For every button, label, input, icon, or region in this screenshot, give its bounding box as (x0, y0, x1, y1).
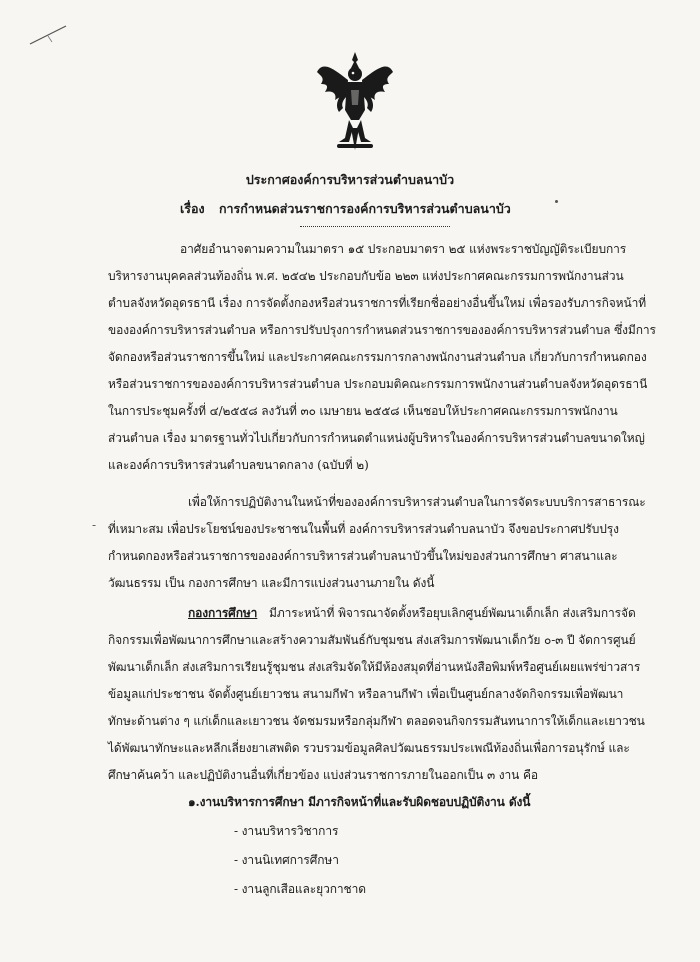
subject-text: การกำหนดส่วนราชการองค์การบริหารส่วนตำบลนาบัว (218, 201, 511, 216)
list-item: - งานบริหารวิชาการ (234, 824, 339, 838)
pen-mark-icon (28, 22, 68, 52)
text-line: ศึกษาค้นคว้า และปฏิบัติงานอื่นที่เกี่ยวข้อง แบ่งส่วนราชการภายในออกเป็น ๓ งาน คือ (108, 768, 539, 782)
text-line: ที่เหมาะสม เพื่อประโยชน์ของประชาชนในพื้นที่ องค์การบริหารส่วนตำบลนาบัว จึงขอประกาศปรับปรุง (108, 522, 619, 536)
text-line: อาศัยอำนาจตามความในมาตรา ๑๕ ประกอบมาตรา ๒๕ แห่งพระราชบัญญัติระเบียบการ (180, 242, 627, 256)
list-item: - งานนิเทศการศึกษา (234, 853, 339, 867)
text-line: กำหนดกองหรือส่วนราชการขององค์การบริหารส่วนตำบลนาบัวขึ้นใหม่ของส่วนการศึกษา ศาสนาและ (108, 549, 618, 563)
ink-dot (555, 200, 558, 203)
text-line: ทักษะด้านต่าง ๆ แก่เด็กและเยาวชน จัดชมรมหรือกลุ่มกีฬา ตลอดจนกิจกรรมสันทนาการให้เด็กและเยาวชน (108, 714, 645, 728)
text-line: ในการประชุมครั้งที่ ๔/๒๕๕๘ ลงวันที่ ๓๐ เมษายน ๒๕๕๘ เห็นชอบให้ประกาศคณะกรรมการพนักงาน (108, 404, 618, 418)
text-line: จัดกองหรือส่วนราชการขึ้นใหม่ และประกาศคณะกรรมการกลางพนักงานส่วนตำบล เกี่ยวกับการกำหนดกอง (108, 350, 647, 364)
text-line: หรือส่วนราชการขององค์การบริหารส่วนตำบล ประกอบมติคณะกรรมการพนักงานส่วนตำบลจังหวัดอุดรธานี (108, 377, 648, 391)
subject-label: เรื่อง (180, 201, 205, 216)
text-line: พัฒนาเด็กเล็ก ส่งเสริมการเรียนรู้ชุมชน ส่งเสริมจัดให้มีห้องสมุดที่อ่านหนังสือพิมพ์หรือศูนย์เผยแพร่ข่าวสาร (108, 660, 641, 674)
subject-line (180, 199, 511, 219)
section-heading: กองการศึกษา (188, 606, 258, 620)
title-divider (300, 226, 450, 227)
text-line: ข้อมูลแก่ประชาชน จัดตั้งศูนย์เยาวชน สนามกีฬา หรือลานกีฬา เพื่อเป็นศูนย์กลางจัดกิจกรรมเพื่อพัฒนา (108, 687, 624, 701)
list-item: - งานลูกเสือและยุวกาชาด (234, 882, 366, 896)
text-line: เพื่อให้การปฏิบัติงานในหน้าที่ขององค์การบริหารส่วนตำบลในการจัดระบบบริการสาธารณะ (188, 495, 646, 509)
text-line: ขององค์การบริหารส่วนตำบล หรือการปรับปรุงการกำหนดส่วนราชการขององค์การบริหารส่วนตำบล ซึ่งมีการ (108, 323, 656, 337)
section-line (188, 604, 636, 623)
text-line: ส่วนตำบล เรื่อง มาตรฐานทั่วไปเกี่ยวกับการกำหนดตำแหน่งผู้บริหารในองค์การบริหารส่วนตำบลขนาดใหญ่ (108, 431, 645, 445)
text-line: วัฒนธรรม เป็น กองการศึกษา และมีการแบ่งส่วนงานภายใน ดังนี้ (108, 576, 435, 590)
margin-tick: - (92, 518, 97, 532)
text-line: และองค์การบริหารส่วนตำบลขนาดกลาง (ฉบับที่ ๒) (108, 458, 369, 472)
text-line: ได้พัฒนาทักษะและหลีกเลี่ยงยาเสพติด รวบรวมข้อมูลศิลปวัฒนธรรมประเพณีท้องถิ่นเพื่อการอนุรักษ์ และ (108, 741, 630, 755)
announcement-title: ประกาศองค์การบริหารส่วนตำบลนาบัว (245, 172, 455, 187)
text-line: บริหารงานบุคคลส่วนท้องถิ่น พ.ศ. ๒๕๔๒ ประกอบกับข้อ ๒๒๓ แห่งประกาศคณะกรรมการพนักงานส่วน (108, 269, 624, 283)
text-line: ตำบลจังหวัดอุดรธานี เรื่อง การจัดตั้งกองหรือส่วนราชการที่เรียกชื่ออย่างอื่นขึ้นใหม่ เพื่อรองรับภารกิจหน้าที่ (108, 296, 647, 310)
garuda-emblem-icon (315, 50, 395, 160)
subsection-heading: ๑.งานบริหารการศึกษา มีภารกิจหน้าที่และรับผิดชอบปฏิบัติงาน ดังนี้ (188, 795, 531, 809)
text-line: กิจกรรมเพื่อพัฒนาการศึกษาและสร้างความสัมพันธ์กับชุมชน ส่งเสริมการพัฒนาเด็กวัย ๐-๓ ปี จัดการศูนย์ (108, 633, 636, 647)
text-line: มีภาระหน้าที่ พิจารณาจัดตั้งหรือยุบเลิกศูนย์พัฒนาเด็กเล็ก ส่งเสริมการจัด (269, 606, 636, 620)
